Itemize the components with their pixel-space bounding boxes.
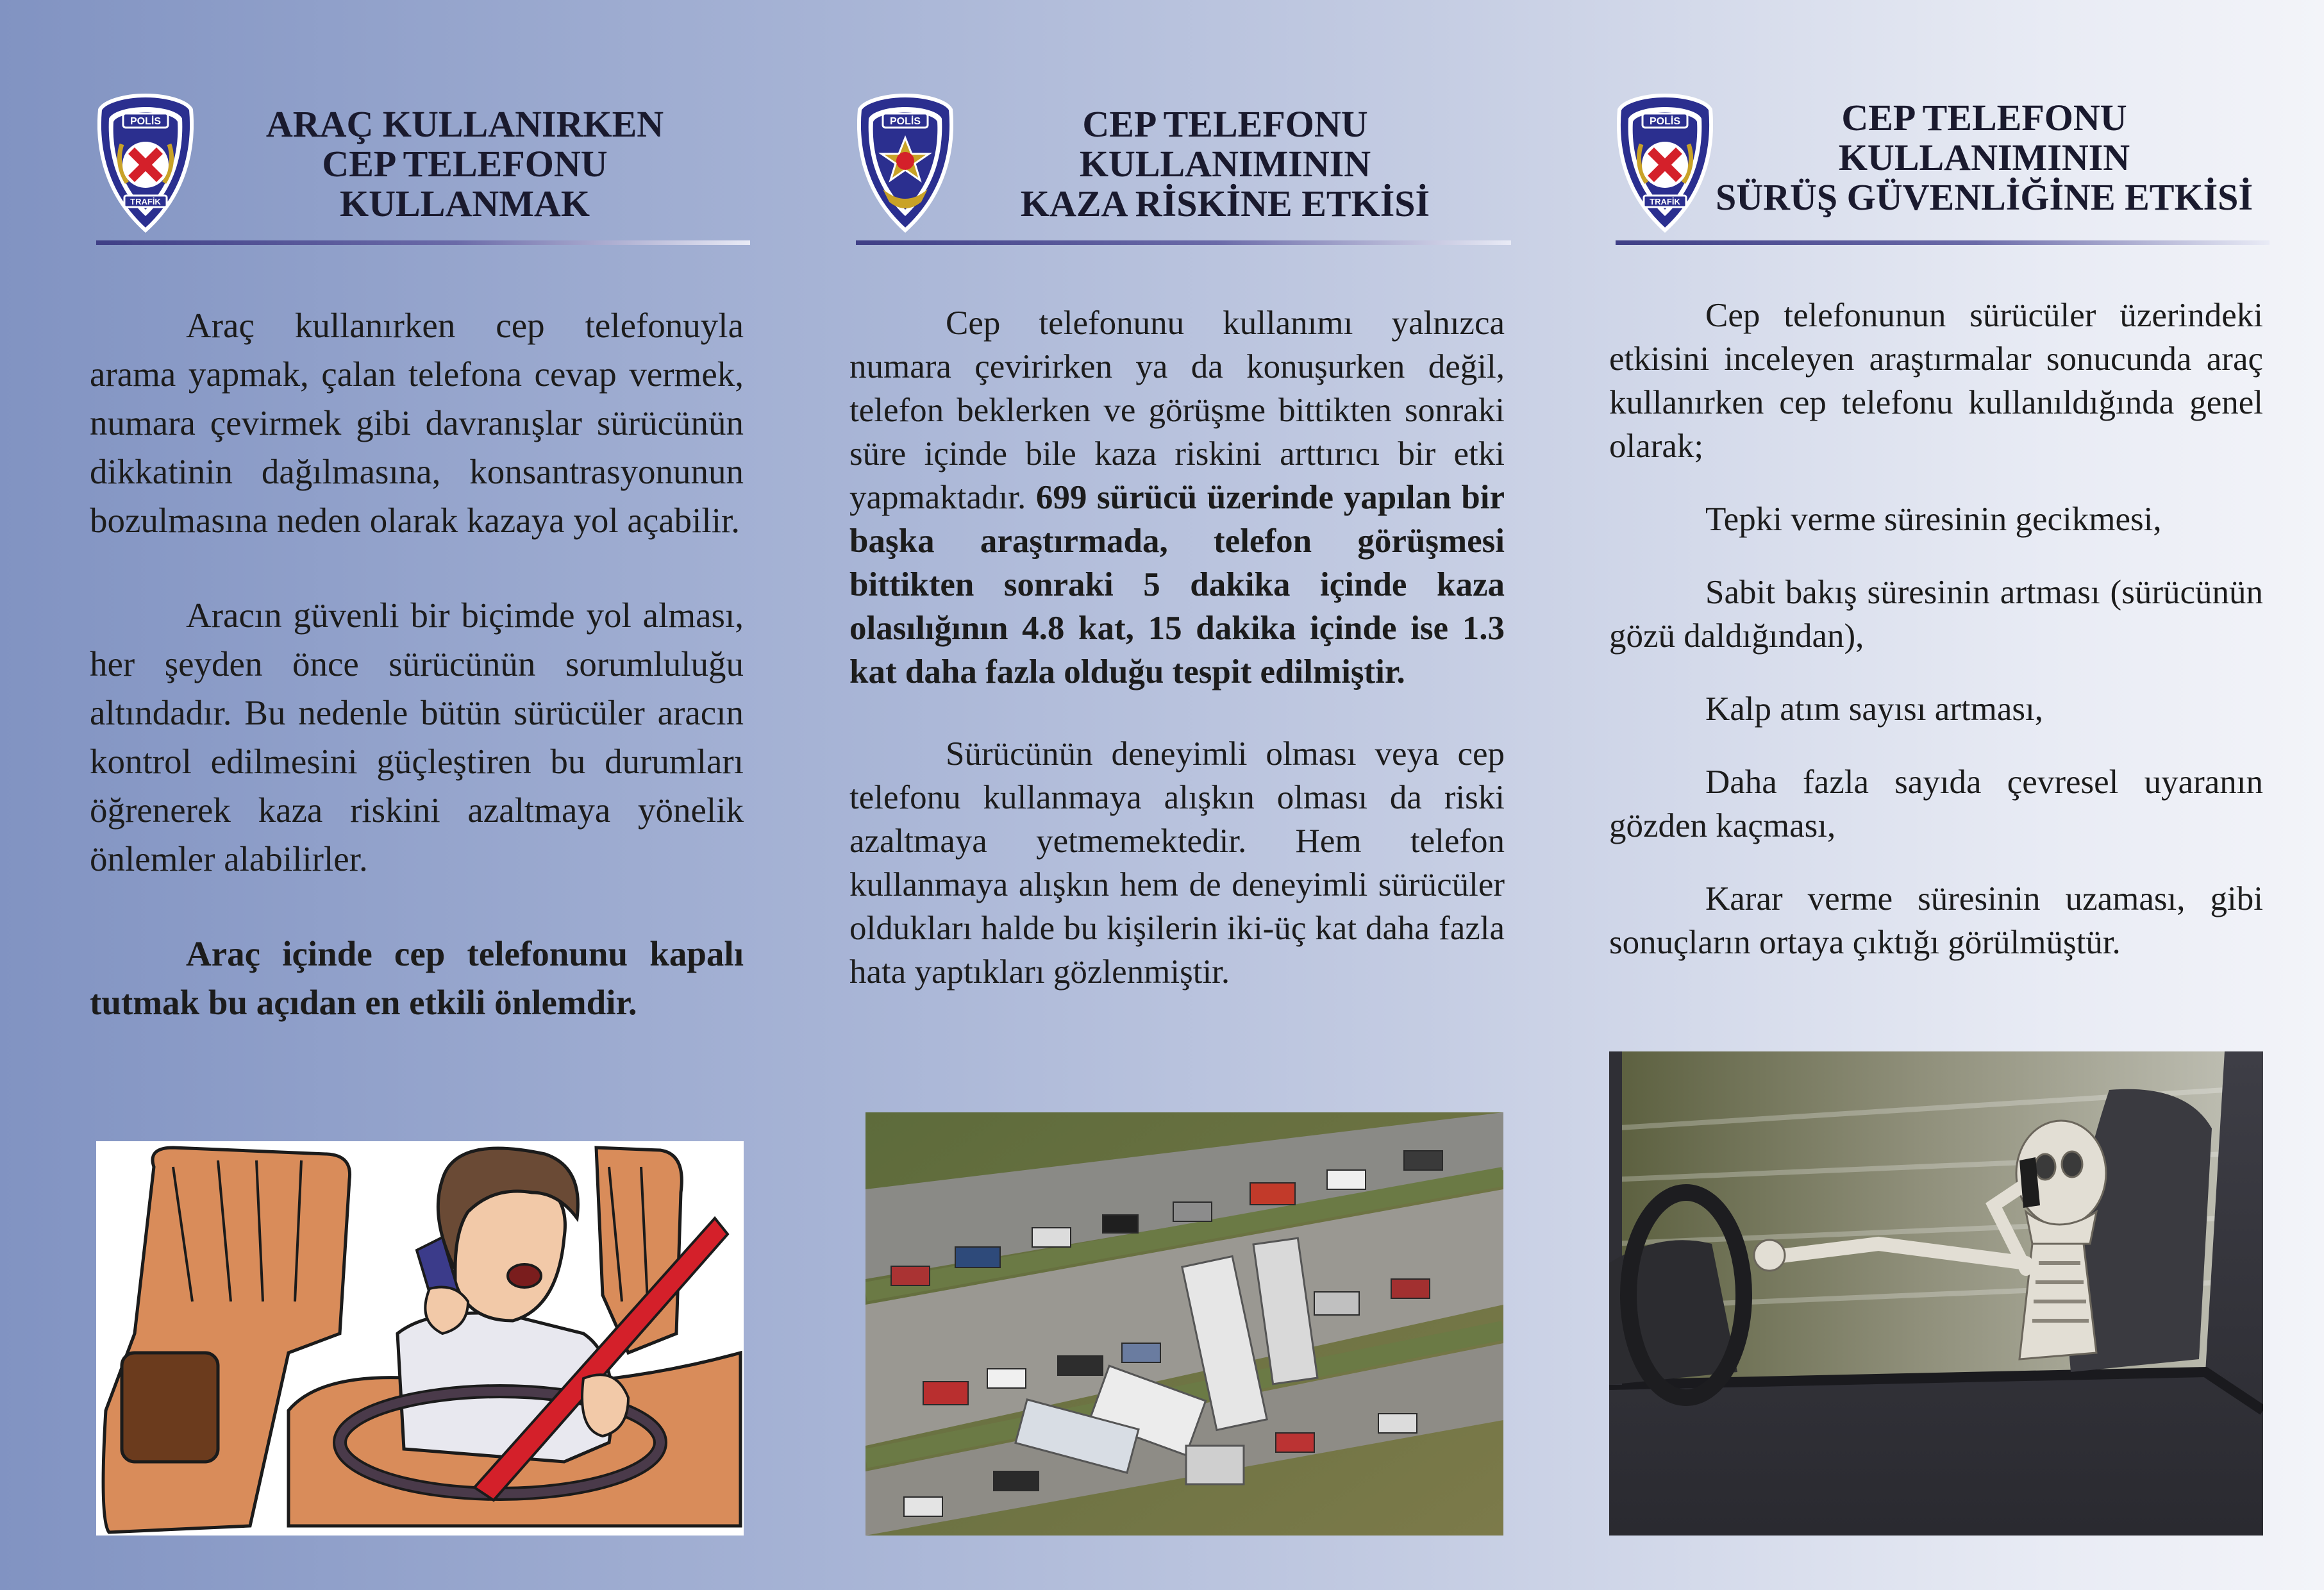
traffic-police-badge-icon <box>97 93 194 233</box>
badge-top-label: POLİS <box>1649 116 1681 127</box>
police-badge-icon <box>857 93 953 233</box>
paragraph: Tepki verme süresinin gecikmesi, <box>1705 501 2162 538</box>
paragraph: Araç kullanırken cep telefonuyla arama yapmak, çalan telefona cevap vermek, numara çevirmek gibi davranışlar sürücünün dikkatinin dağılmasına, konsantrasyonunun bozulmasına neden olarak kazaya yol açabilir. <box>90 306 744 540</box>
traffic-police-badge-icon <box>1617 93 1713 233</box>
highway-pileup-photo <box>865 1112 1503 1536</box>
badge-top-label: POLİS <box>130 116 162 127</box>
panel-body <box>849 301 1505 1032</box>
title-line: KULLANIMININ <box>1838 137 2130 178</box>
panel-body <box>1609 294 2263 994</box>
paragraph: Aracın güvenli bir biçimde yol alması, her şeyden önce sürücünün sorumluluğu altındadır. Bu nedenle bütün sürücüler aracın kontrol edilmesini güçleştiren bu durumları öğrenerek kaza riskini azaltmaya yönelik önlemler alabilirler. <box>90 596 744 878</box>
badge-top-label: POLİS <box>889 116 921 127</box>
paragraph: Sürücünün deneyimli olması veya cep telefonu kullanmaya alışkın olması da riski azaltmaya yetmemektedir. Hem telefon kullanmaya alışkın hem de deneyimli sürücüler oldukları halde bu kişilerin iki-üç kat daha fazla hata yaptıkları gözlenmiştir. <box>849 735 1505 991</box>
title-line: CEP TELEFONU <box>1082 103 1368 145</box>
panel-title <box>1705 98 2263 217</box>
title-line: KAZA RİSKİNE ETKİSİ <box>1020 183 1430 224</box>
panel-right <box>1609 0 2263 1590</box>
panel-header <box>90 93 744 247</box>
plain-text: Cep telefonunu kullanımı yalnızca numara çevirirken ya da konuşurken değil, telefon beklerken ve görüşme bittikten sonraki süre içinde bile kaza riskini arttırıcı bir etki yapmaktadır. <box>849 305 1505 516</box>
paragraph <box>849 301 1505 694</box>
paragraph: Kalp atım sayısı artması, <box>1705 690 2043 728</box>
panel-title <box>186 105 744 224</box>
panel-header <box>1609 93 2263 247</box>
skeleton-driver-on-phone-photo <box>1609 1051 2263 1536</box>
title-line: CEP TELEFONU <box>1841 97 2127 138</box>
bold-text: Araç içinde cep telefonunu kapalı tutmak bu açıdan en etkili önlemdir. <box>90 934 744 1022</box>
title-line: KULLANIMININ <box>1079 143 1371 185</box>
paragraph: Cep telefonunun sürücüler üzerindeki etkisini inceleyen araştırmalar sonucunda araç kullanırken cep telefonu kullanıldığında genel olarak; <box>1609 297 2263 465</box>
panel-center <box>849 0 1505 1590</box>
paragraph: Daha fazla sayıda çevresel uyaranın gözden kaçması, <box>1609 764 2263 844</box>
panel-header <box>849 93 1505 247</box>
badge-bottom-label: TRAFİK <box>130 197 161 206</box>
bold-paragraph <box>90 930 744 1027</box>
header-divider <box>96 240 750 245</box>
panel-body <box>90 301 744 1073</box>
title-line: KULLANMAK <box>340 183 590 224</box>
badge-bottom-label: TRAFİK <box>1650 197 1680 206</box>
title-line: ARAÇ KULLANIRKEN <box>265 103 664 145</box>
paragraph: Karar verme süresinin uzaması, gibi sonuçların ortaya çıktığı görülmüştür. <box>1609 880 2263 961</box>
panel-title <box>946 105 1505 224</box>
panel-left <box>90 0 744 1590</box>
title-line: SÜRÜŞ GÜVENLİĞİNE ETKİSİ <box>1715 176 2253 218</box>
header-divider <box>856 240 1511 245</box>
driver-on-phone-illustration <box>96 1141 744 1536</box>
paragraph: Sabit bakış süresinin artması (sürücünün gözü daldığından), <box>1609 574 2263 655</box>
title-line: CEP TELEFONU <box>322 143 608 185</box>
header-divider <box>1616 240 2270 245</box>
bold-text: 699 sürücü üzerinde yapılan bir başka araştırmada, telefon görüşmesi bittikten sonraki 5 dakika içinde kaza olasılığının 4.8 kat, 15 dakika içinde ise 1.3 kat daha fazla olduğu tespit edilmiştir. <box>849 479 1505 690</box>
